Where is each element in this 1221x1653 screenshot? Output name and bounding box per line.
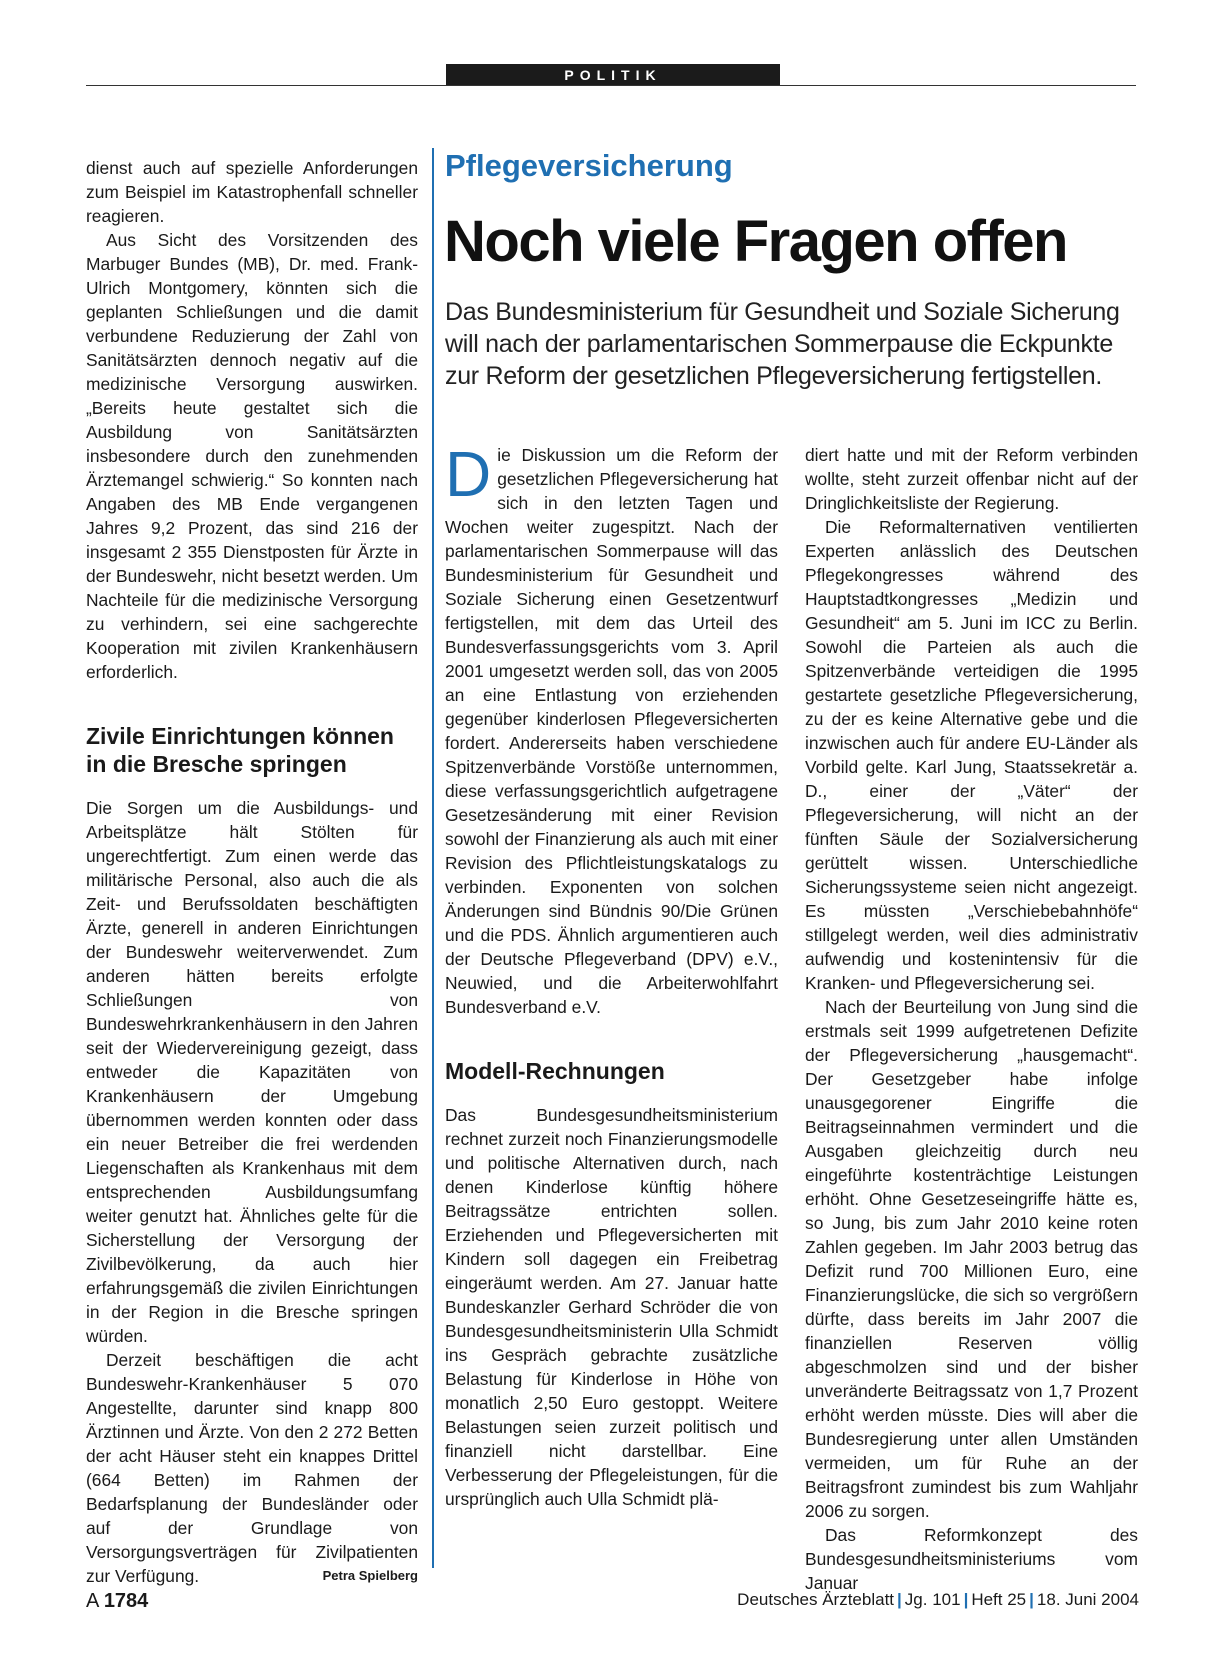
paragraph: Das Bundesgesundheitsministerium rechnet zurzeit noch Finanzierungsmodelle und politische Alternativen durch, nach denen Kinderlose künftig höhere Beitragssätze entrichten sollen. Erziehenden und Pflegeversicherten mit Kindern soll dagegen ein Freibetrag eingeräumt werden. Am 27. Januar hatte Bundeskanzler Gerhard Schröder die von Bundesgesundheitsministerin Ulla Schmidt ins Gespräch gebrachte zusätzliche Belastung für Kinderlose in Höhe von monatlich 2,50 Euro gestoppt. Weitere Belastungen seien zurzeit politisch und finanziell nicht darstellbar. Eine Verbesserung der Pflegeleistungen, für die ursprünglich auch Ulla Schmidt plä- bbox=[445, 1105, 778, 1509]
column-right bbox=[805, 443, 1138, 1595]
paragraph: Die Sorgen um die Ausbildungs- und Arbeitsplätze hält Stölten für ungerechtfertigt. Zum einen werde das militärische Personal, also auch die als Zeit- und Berufssoldaten beschäftigten Ärzte, generell in anderen Einrichtungen der Bundeswehr weiterverwendet. Zum anderen hätten bereits erfolgte Schließungen von Bundeswehrkrankenhäusern in den Jahren seit der Wiedervereinigung gezeigt, dass entweder die Kapazitäten von Krankenhäusern der Umgebung übernommen werden konnten oder dass ein neuer Betreiber die frei werdenden Liegenschaften als Krankenhaus mit dem entsprechenden Ausbildungsumfang weiter genutzt hat. Ähnliches gelte für die Sicherstellung der Versorgung der Zivilbevölkerung, da auch hier erfahrungsgemäß die zivilen Einrichtungen in der Region in die Bresche springen würden. bbox=[86, 798, 418, 1346]
article-lead: Das Bundesministerium für Gesundheit und Soziale Sicherung will nach der parlamentarischen Sommerpause die Eckpunkte zur Reform der gesetzlichen Pflegeversicherung fertigstellen. bbox=[445, 298, 1120, 390]
paragraph: Nach der Beurteilung von Jung sind die erstmals seit 1999 aufgetretenen Defizite der Pflegeversicherung „hausgemacht“. Der Gesetzgeber habe infolge unausgegorener Eingriffe die Beitragseinnahmen vermindert und die Ausgaben gleichzeitig durch neu eingeführte kostenträchtige Leistungen erhöht. Ohne Gesetzeseingriffe hätte es, so Jung, bis zum Jahr 2010 keine roten Zahlen gegeben. Im Jahr 2003 betrug das Defizit rund 700 Millionen Euro, eine Finanzierungslücke, die sich so vergrößern dürfte, dass bereits im Jahr 2007 die finanziellen Reserven völlig abgeschmolzen sind und der bisher unveränderte Beitragssatz von 1,7 Prozent erhöht werden müsste. Dies will aber die Bundesregierung unter allen Umständen vermeiden, um für Ruhe an der Beitragsfront zumindest bis zum Wahljahr 2006 zu sorgen. bbox=[805, 997, 1138, 1521]
subheading: Zivile Einrichtungen können in die Bresche springen bbox=[86, 723, 394, 777]
column-divider bbox=[432, 148, 434, 1568]
article-kicker: Pflegeversicherung bbox=[445, 148, 733, 183]
author-name: Petra Spielberg bbox=[322, 1568, 418, 1583]
section-label: POLITIK bbox=[446, 64, 780, 86]
paragraph: Die Diskussion um die Reform der gesetzlichen Pflegeversicherung hat sich in den letzten Tagen und Wochen weiter zugespitzt. Nach der parlamentarischen Sommerpause will das Bundesministerium für Gesundheit und Soziale Sicherung einen Gesetzentwurf fertigstellen, mit dem das Urteil des Bundesverfassungsgerichts vom 3. April 2001 umgesetzt werden soll, das von 2005 an eine Entlastung von erziehenden gegenüber kinderlosen Pflegeversicherten fordert. Andererseits haben verschiedene Spitzenverbände Vorstöße unternommen, diese verfassungsgerichtlich aufgetragene Gesetzesänderung mit einer Revision sowohl der Finanzierung als auch mit einer Revision des Pflichtleistungskatalogs zu verbinden. Exponenten von solchen Änderungen sind Bündnis 90/Die Grünen und die PDS. Ähnlich argumentieren auch der Deutsche Pflegeverband (DPV) e.V., Neuwied, und die Arbeiterwohlfahrt Bundesverband e.V. bbox=[445, 438, 778, 1017]
paragraph: dienst auch auf spezielle Anforderungen zum Beispiel im Katastrophenfall schneller reagieren. bbox=[86, 158, 418, 226]
drop-cap: D bbox=[445, 438, 492, 510]
paragraph: Derzeit beschäftigen die acht Bundeswehr-Krankenhäuser 5 070 Angestellte, darunter sind knapp 800 Ärztinnen und Ärzte. Von den 2 272 Betten der acht Häuser steht ein knappes Drittel (664 Betten) im Rahmen der Bedarfsplanung der Bundesländer oder auf der Grundlage von Versorgungsverträgen für Zivilpatienten zur Verfügung. Petra Spielberg bbox=[86, 1350, 418, 1586]
paragraph: Aus Sicht des Vorsitzenden des Marbuger Bundes (MB), Dr. med. Frank-Ulrich Montgomery, könnten sich die geplanten Schließungen und die damit verbundene Reduzierung der Zahl von Sanitätsärzten dennoch negativ auf die medizinische Versorgung auswirken. „Bereits heute gestaltet sich die Ausbildung von Sanitätsärzten insbesondere durch den zunehmenden Ärztemangel schwierig.“ So konnten nach Angaben des MB Ende vergangenen Jahres 9,2 Prozent, das sind 216 der insgesamt 2 355 Dienstposten für Ärzte in der Bundeswehr, nicht besetzt werden. Um Nachteile für die medizinische Versorgung zu verhindern, sei eine sachgerechte Kooperation mit zivilen Krankenhäusern erforderlich. bbox=[86, 230, 418, 682]
journal-info: Deutsches Ärzteblatt | Jg. 101 | Heft 25 | 18. Juni 2004 bbox=[737, 1590, 1139, 1609]
column-middle bbox=[445, 438, 778, 1511]
column-left bbox=[86, 156, 418, 1588]
page-number: A 1784 bbox=[86, 1590, 149, 1612]
paragraph: Die Reformalternativen ventilierten Experten anlässlich des Deutschen Pflegekongresses während des Hauptstadtkongresses „Medizin und Gesundheit“ am 5. Juni im ICC zu Berlin. Sowohl die Parteien als auch die Spitzenverbände verteidigen die 1995 gestartete gesetzliche Pflegeversicherung, zu der es keine Alternative gebe und die inzwischen auch für andere EU-Länder als Vorbild gelte. Karl Jung, Staatssekretär a. D., einer der „Väter“ der Pflegeversicherung, will nicht an der fünften Säule der Sozialversicherung gerüttelt wissen. Unterschiedliche Sicherungssysteme seien nicht angezeigt. Es müssten „Verschiebebahnhöfe“ stillgelegt werden, weil dies administrativ aufwendig und kostenintensiv für die Kranken- und Pflegeversicherung sei. bbox=[805, 517, 1138, 993]
paragraph: Das Reformkonzept des Bundesgesundheitsministeriums vom Januar bbox=[805, 1525, 1138, 1593]
header-rule bbox=[86, 85, 1136, 86]
subheading: Modell-Rechnungen bbox=[445, 1058, 665, 1084]
paragraph: diert hatte und mit der Reform verbinden wollte, steht zurzeit offenbar nicht auf der Dringlichkeitsliste der Regierung. bbox=[805, 445, 1138, 513]
article-title: Noch viele Fragen offen bbox=[444, 209, 1067, 274]
